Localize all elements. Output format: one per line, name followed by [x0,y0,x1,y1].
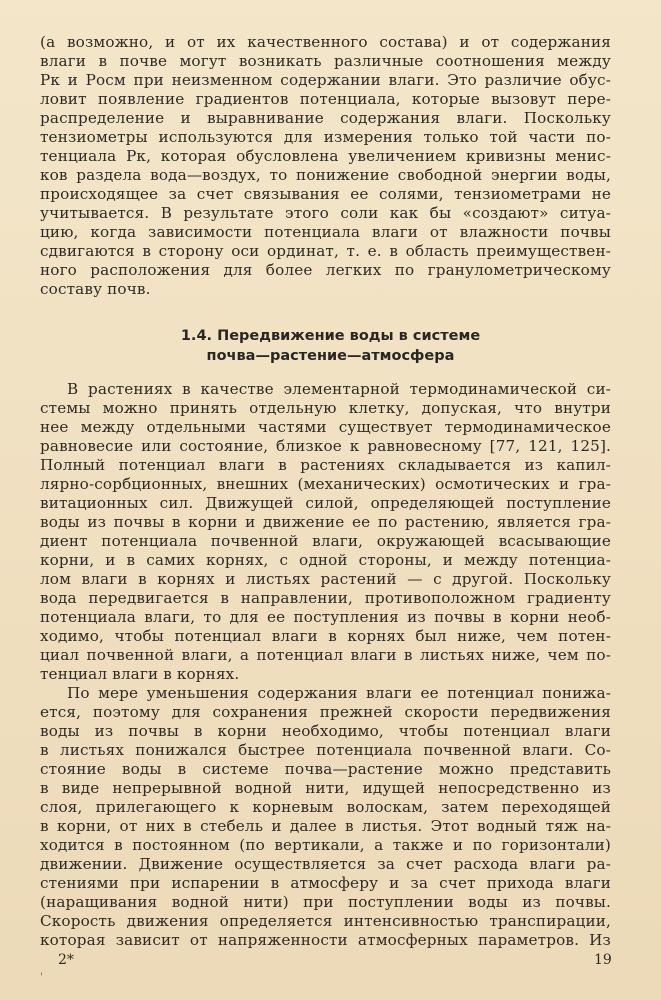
text-line: корни, и в самих корнях, с одной стороны, и между потенциа- [40,551,611,569]
text-line: сдвигаются в сторону оси ординат, т. е. в область преимуществен- [40,242,611,260]
text-line: слоя, прилегающего к корневым волоскам, затем переходящей [40,798,611,816]
text-line: тенциал влаги в корнях. [40,665,240,683]
text-line: Pк и Pосм при неизменном содержании влаги. Это различие обус- [40,71,611,89]
text-line: ходимо, чтобы потенциал влаги в корнях был ниже, чем потен- [40,627,611,645]
text-line: вода передвигается в направлении, противоположном градиенту [40,589,611,607]
text-line: стениями при испарении в атмосферу и за счет прихода влаги [40,874,611,892]
text-line: По мере уменьшения содержания влаги ее потенциал понижа- [67,684,611,702]
text-line: цию, когда зависимости потенциала влаги от влажности почвы [40,223,611,241]
text-line: распределение и выравнивание содержания влаги. Поскольку [40,109,611,127]
text-line: воды из почвы в корни и движение ее по растению, является гра- [40,513,611,531]
text-line: тензиометры используются для измерения только той части по- [40,128,611,146]
text-line: ловит появление градиентов потенциала, которые вызовут пере- [40,90,611,108]
text-line: происходящее за счет связывания ее солями, тензиометрами не [40,185,611,203]
text-line: учитывается. В результате этого соли как бы «создают» ситуа- [40,204,611,222]
text-line: нее между отдельными частями существует термодинамическое [40,418,611,436]
text-line: в виде непрерывной водной нити, идущей непосредственно из [40,779,611,797]
text-line: равновесие или состояние, близкое к равновесному [77, 121, 125]. [40,437,611,455]
text-line: ется, поэтому для сохранения прежней скорости передвижения [40,703,611,721]
section-title-line-1: 1.4. Передвижение воды в системе [180,328,481,344]
text-line: лом влаги в корнях и листьях растений — с другой. Поскольку [40,570,611,588]
text-line: составу почв. [40,280,151,298]
text-line: воды из почвы в корни необходимо, чтобы потенциал влаги [40,722,611,740]
stray-mark: ' [40,972,43,983]
text-line: (наращивания водной нити) при поступлении воды из почвы. [40,893,611,911]
text-line: В растениях в качестве элементарной термодинамической си- [67,380,611,398]
text-line: в листьях понижался быстрее потенциала почвенной влаги. Со- [40,741,611,759]
text-line: стояние воды в системе почва—растение можно представить [40,760,611,778]
text-line: ходится в постоянном (по вертикали, а также и по горизонтали) [40,836,611,854]
text-line: потенциала влаги, то для ее поступления из почвы в корни необ- [40,608,611,626]
text-line: циал почвенной влаги, а потенциал влаги в листьях ниже, чем по- [40,646,611,664]
text-line: стемы можно принять отдельную клетку, допуская, что внутри [40,399,611,417]
text-line: в корни, от них в стебель и далее в листья. Этот водный тяж на- [40,817,611,835]
text-line: лярно-сорбционных, внешних (механических) осмотических и гра- [40,475,611,493]
signature-mark: 2* [58,952,74,968]
text-line: диент потенциала почвенной влаги, окружающей всасывающие [40,532,611,550]
page-number: 19 [594,952,612,968]
text-line: (а возможно, и от их качественного состава) и от содержания [40,33,611,51]
text-line: которая зависит от напряженности атмосферных параметров. Из [40,931,611,949]
text-line: Скорость движения определяется интенсивностью транспирации, [40,912,611,930]
text-line: влаги в почве могут возникать различные соотношения между [40,52,611,70]
text-line: Полный потенциал влаги в растениях складывается из капил- [40,456,611,474]
text-line: витационных сил. Движущей силой, определяющей поступление [40,494,611,512]
text-line: ков раздела вода—воздух, то понижение свободной энергии воды, [40,166,611,184]
text-line: движении. Движение осуществляется за счет расхода влаги ра- [40,855,611,873]
text-line: тенциала Pк, которая обусловлена увеличением кривизны менис- [40,147,611,165]
text-line: ного расположения для более легких по гранулометрическому [40,261,611,279]
section-title-line-2: почва—растение—атмосфера [206,348,455,364]
